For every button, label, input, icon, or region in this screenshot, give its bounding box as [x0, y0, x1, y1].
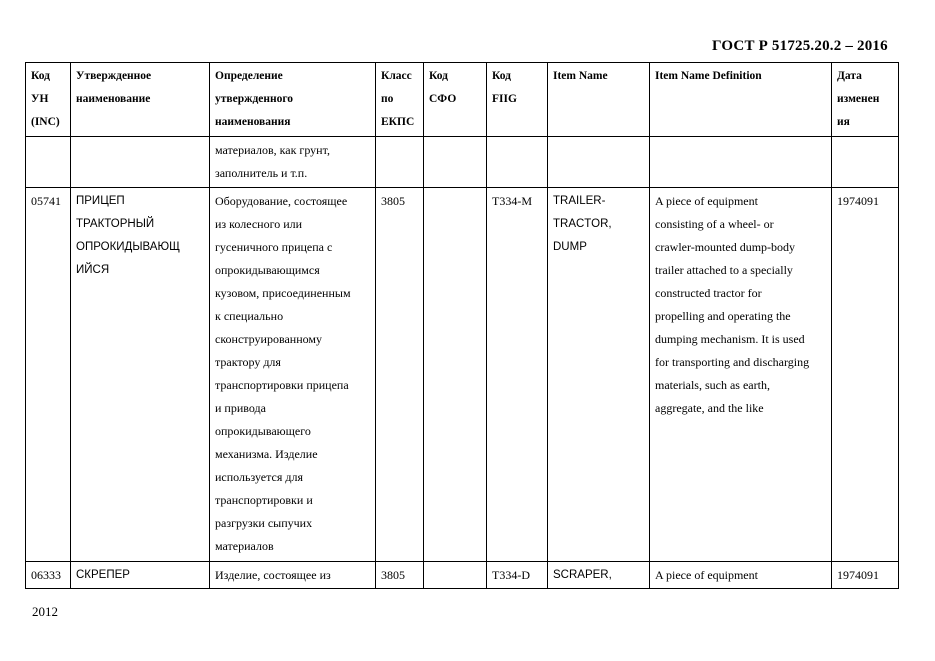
document-code: ГОСТ Р 51725.20.2 – 2016 — [712, 38, 888, 54]
cell-definition: материалов, как грунт, заполнитель и т.п. — [210, 137, 376, 188]
cell-code: 06333 — [26, 562, 71, 589]
header-sfo-code: Код СФО — [424, 63, 487, 137]
cell-code — [26, 137, 71, 188]
cell-name — [71, 137, 210, 188]
cell-sfo — [424, 188, 487, 562]
header-item-name-definition: Item Name Definition — [650, 63, 832, 137]
cell-date: 1974091 — [832, 188, 899, 562]
cell-item-name — [548, 137, 650, 188]
cell-definition: Изделие, состоящее из — [210, 562, 376, 589]
cell-name: ПРИЦЕП ТРАКТОРНЫЙ ОПРОКИДЫВАЮЩ ИЙСЯ — [71, 188, 210, 562]
header-approved-name: Утвержденное наименование — [71, 63, 210, 137]
cell-item-name: TRAILER- TRACTOR, DUMP — [548, 188, 650, 562]
cell-date: 1974091 — [832, 562, 899, 589]
header-change-date: Дата изменен ия — [832, 63, 899, 137]
table-row — [26, 188, 899, 562]
header-fiig-code: Код FIIG — [487, 63, 548, 137]
header-inc-code: Код УН (INC) — [26, 63, 71, 137]
cell-sfo — [424, 562, 487, 589]
cell-code: 05741 — [26, 188, 71, 562]
cell-class — [376, 137, 424, 188]
header-definition: Определение утвержденного наименования — [210, 63, 376, 137]
cell-item-definition: A piece of equipment — [650, 562, 832, 589]
page-number: 2012 — [32, 604, 58, 619]
cell-name: СКРЕПЕР — [71, 562, 210, 589]
table-header-row — [26, 63, 899, 137]
table-row — [26, 137, 899, 188]
cell-item-definition — [650, 137, 832, 188]
cell-class: 3805 — [376, 188, 424, 562]
cell-class: 3805 — [376, 562, 424, 589]
cell-item-definition: A piece of equipment consisting of a wheel- or crawler-mounted dump-body trailer attached to a specially constructed tractor for propelling and operating the dumping mechanism. It is used for transporting and discharging materials, such as earth, aggregate, and the like — [650, 188, 832, 562]
cell-sfo — [424, 137, 487, 188]
table-row — [26, 562, 899, 589]
cell-item-name: SCRAPER, — [548, 562, 650, 589]
cell-fiig — [487, 137, 548, 188]
cell-definition: Оборудование, состоящее из колесного или гусеничного прицепа с опрокидывающимся кузовом, присоединенным к специально сконструированному трактору для транспортировки прицепа и привода опрокидывающего механизма. Изделие используется для транспортировки и разгрузки сыпучих материалов — [210, 188, 376, 562]
cell-date — [832, 137, 899, 188]
header-item-name: Item Name — [548, 63, 650, 137]
header-class-ekps: Класс по ЕКПС — [376, 63, 424, 137]
cell-fiig: T334-M — [487, 188, 548, 562]
classification-table — [25, 62, 899, 589]
cell-fiig: T334-D — [487, 562, 548, 589]
